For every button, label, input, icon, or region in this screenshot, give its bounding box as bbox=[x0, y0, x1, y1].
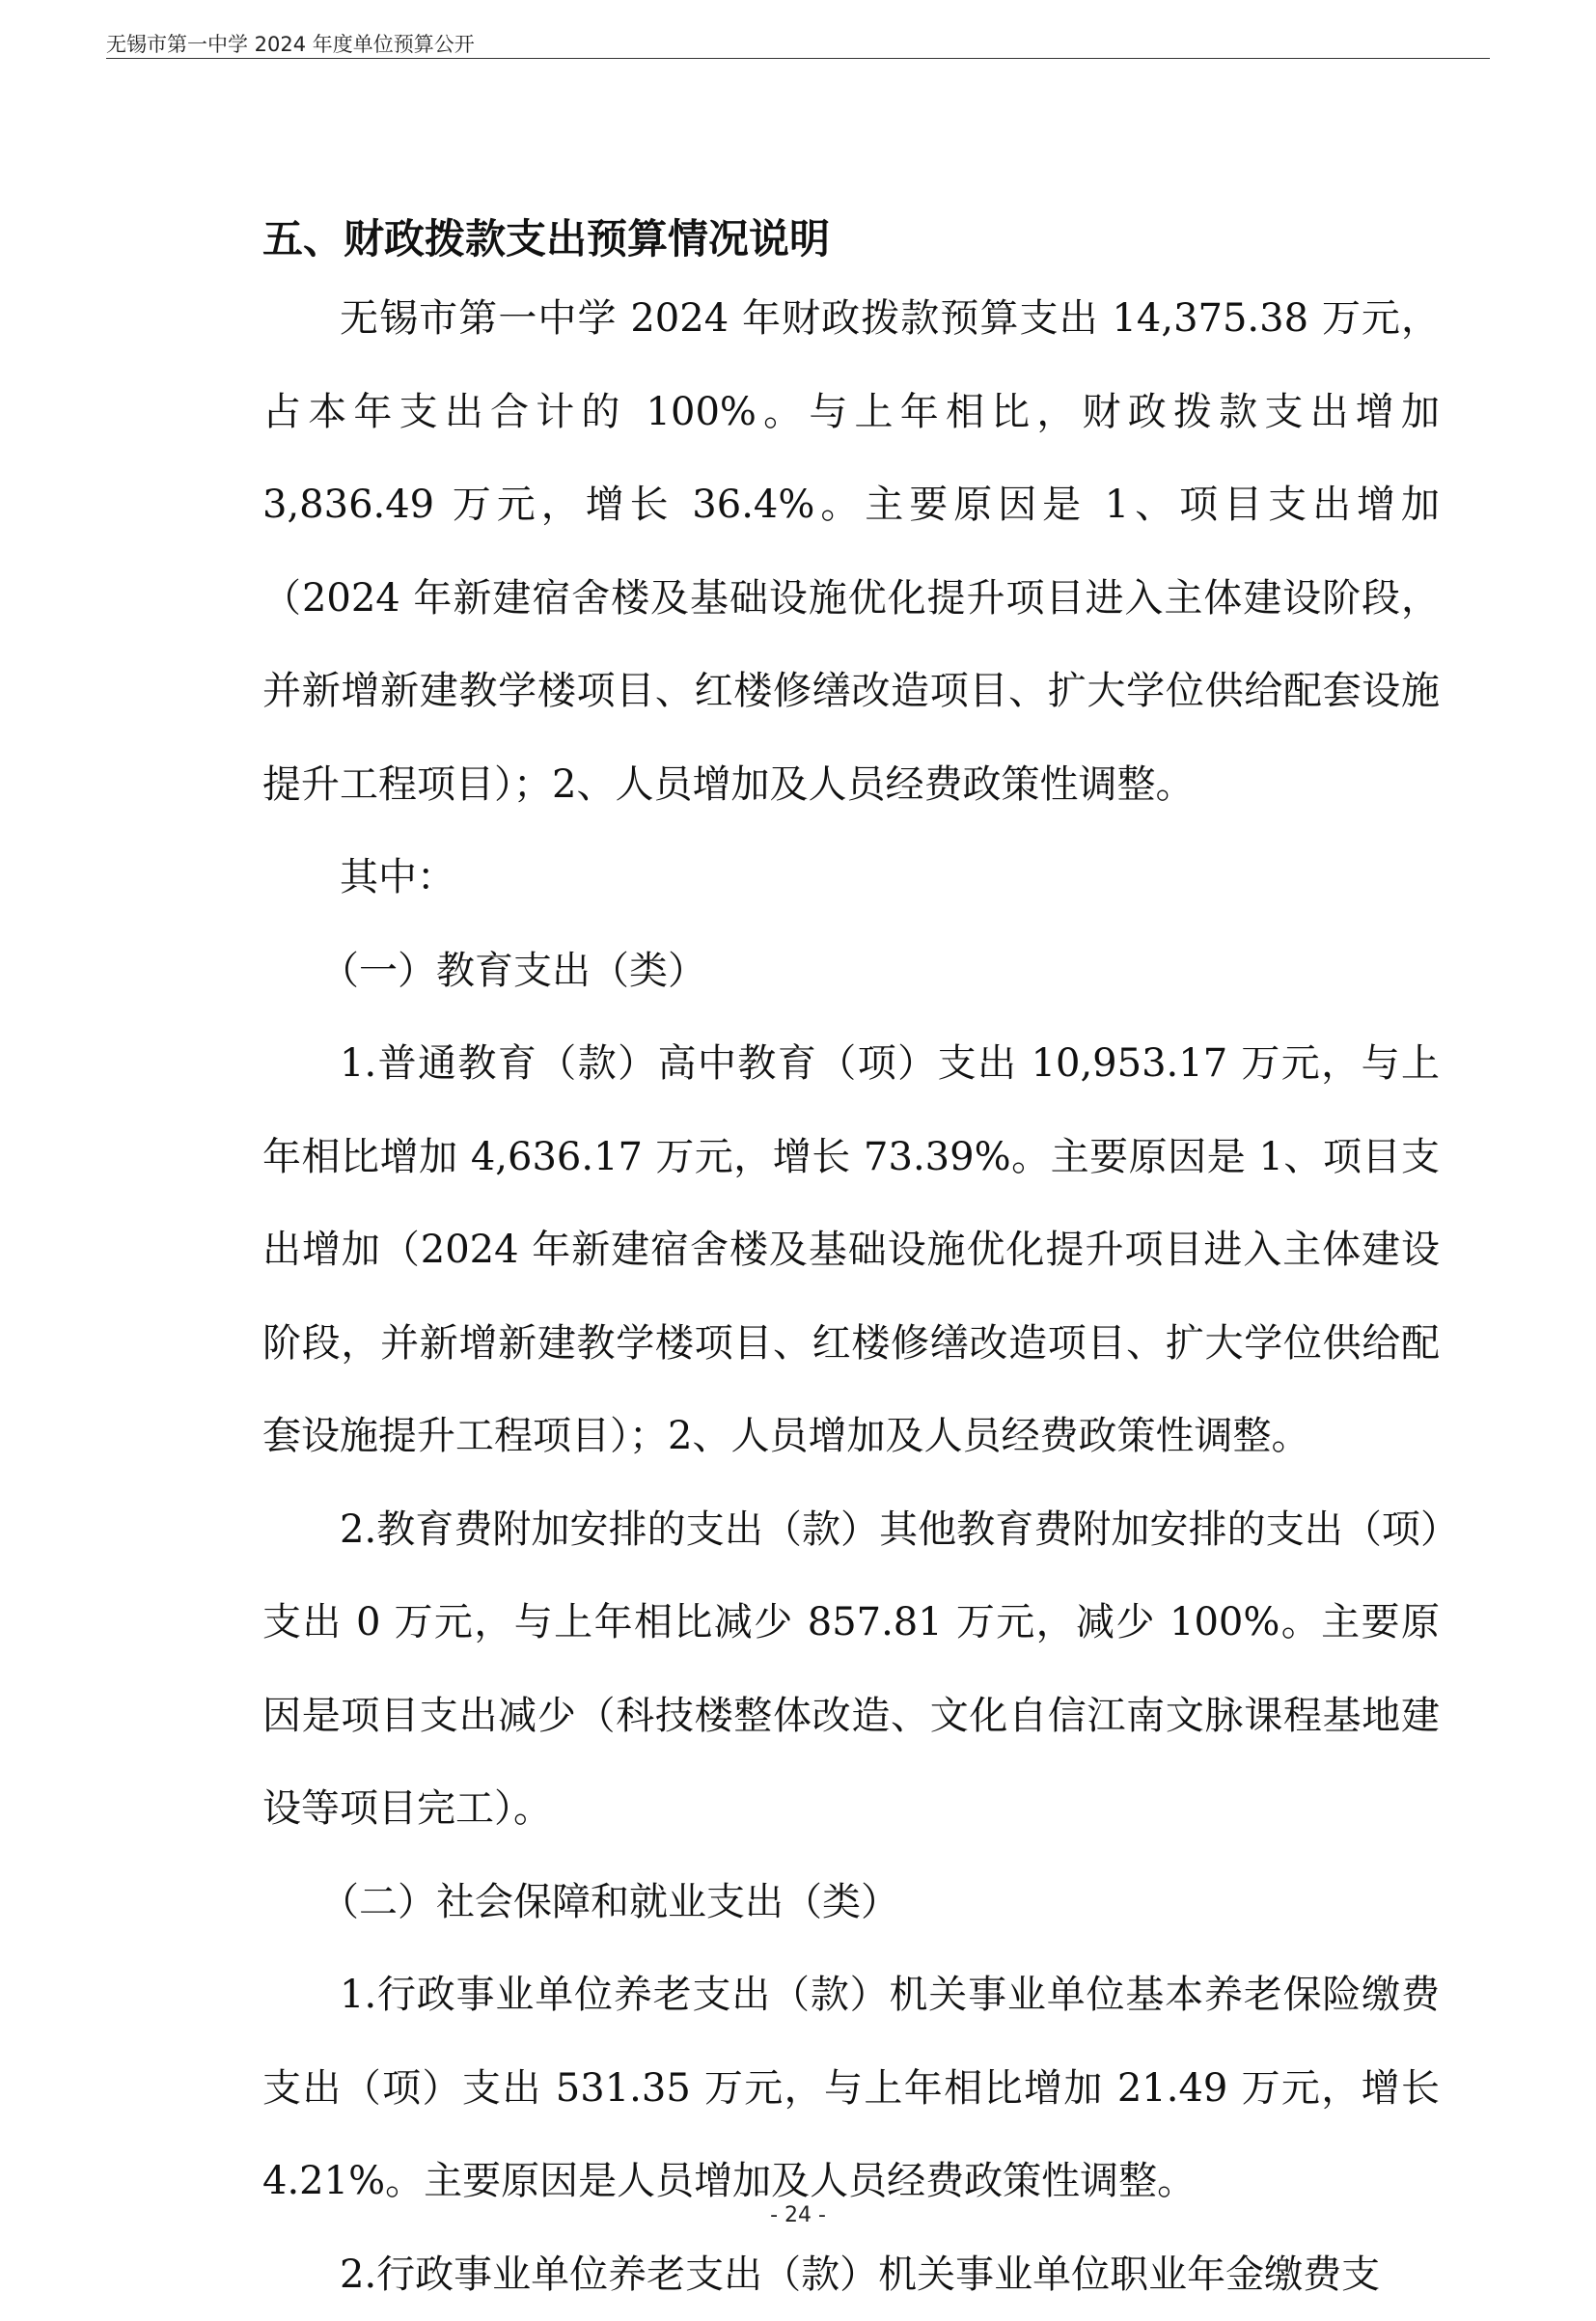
running-header: 无锡市第一中学 2024 年度单位预算公开 bbox=[106, 29, 475, 58]
paragraph-summary: 无锡市第一中学 2024 年财政拨款预算支出 14,375.38 万元，占本年支出合计的 100%。与上年相比，财政拨款支出增加 3,836.49 万元，增长 36.4%。主要原因是 1、项目支出增加（2024 年新建宿舍楼及基础设施优化提升项目进入主体建设阶段，并新增新建教学楼项目、红楼修缮改造项目、扩大学位供给配套设施提升工程项目）；2、人员增加及人员经费政策性调整。 bbox=[262, 272, 1440, 831]
section-title: 五、财政拨款支出预算情况说明 bbox=[262, 210, 1440, 268]
subheading-education: （一）教育支出（类） bbox=[262, 925, 1440, 1018]
document-body bbox=[262, 210, 1440, 2321]
subheading-social-security: （二）社会保障和就业支出（类） bbox=[262, 1856, 1440, 1949]
page-number: - 24 - bbox=[0, 2203, 1596, 2227]
paragraph-education-surcharge: 2.教育费附加安排的支出（款）其他教育费附加安排的支出（项）支出 0 万元，与上年相比减少 857.81 万元，减少 100%。主要原因是项目支出减少（科技楼整体改造、文化自信江南文脉课程基地建设等项目完工）。 bbox=[262, 1483, 1440, 1856]
paragraph-pension-occupational: 2.行政事业单位养老支出（款）机关事业单位职业年金缴费支 bbox=[262, 2228, 1440, 2321]
paragraph-pension-basic: 1.行政事业单位养老支出（款）机关事业单位基本养老保险缴费支出（项）支出 531.35 万元，与上年相比增加 21.49 万元，增长 4.21%。主要原因是人员增加及人员经费政策性调整。 bbox=[262, 1948, 1440, 2228]
paragraph-general-education: 1.普通教育（款）高中教育（项）支出 10,953.17 万元，与上年相比增加 4,636.17 万元，增长 73.39%。主要原因是 1、项目支出增加（2024 年新建宿舍楼及基础设施优化提升项目进入主体建设阶段，并新增新建教学楼项目、红楼修缮改造项目、扩大学位供给配套设施提升工程项目）；2、人员增加及人员经费政策性调整。 bbox=[262, 1017, 1440, 1483]
header-divider bbox=[106, 58, 1490, 59]
paragraph-among: 其中： bbox=[262, 831, 1440, 925]
